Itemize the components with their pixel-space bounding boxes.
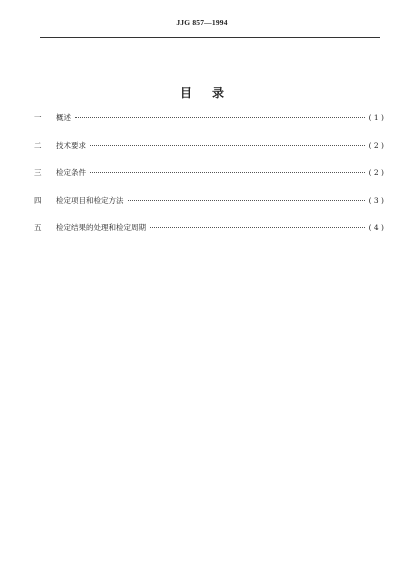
toc-leader-dots [128,200,365,201]
toc-entry-number: 二 [34,140,42,150]
toc-entry-2[interactable] [34,140,384,168]
title-char-2: 录 [212,86,225,100]
toc-entry-5[interactable] [34,222,384,250]
standard-code-header: JJG 857—1994 [176,18,228,27]
toc-entry-page: ( 2 ) [368,140,384,150]
table-of-contents [34,112,384,250]
toc-leader-dots [90,145,365,146]
toc-entry-number: 三 [34,168,42,177]
toc-entry-label: 检定条件 [56,168,86,177]
toc-entry-label: 概述 [56,113,71,122]
header-rule [40,37,380,38]
toc-leader-dots [90,172,365,173]
toc-entry-number: 四 [34,195,42,205]
toc-entry-1[interactable] [34,112,384,140]
toc-leader-dots [75,117,365,118]
toc-leader-dots [150,227,365,228]
toc-entry-label: 技术要求 [56,140,86,150]
toc-entry-3[interactable] [34,167,384,195]
toc-entry-4[interactable] [34,195,384,223]
toc-entry-number: 五 [34,223,42,232]
toc-entry-page: ( 1 ) [368,113,384,122]
toc-entry-label: 检定结果的处理和检定周期 [56,223,146,232]
toc-entry-page: ( 2 ) [368,168,384,177]
toc-entry-page: ( 4 ) [368,223,384,232]
toc-entry-number: 一 [34,113,42,122]
toc-entry-page: ( 3 ) [368,195,384,205]
title-char-1: 目 [179,86,192,100]
page-title [0,84,404,101]
toc-entry-label: 检定项目和检定方法 [56,195,124,205]
